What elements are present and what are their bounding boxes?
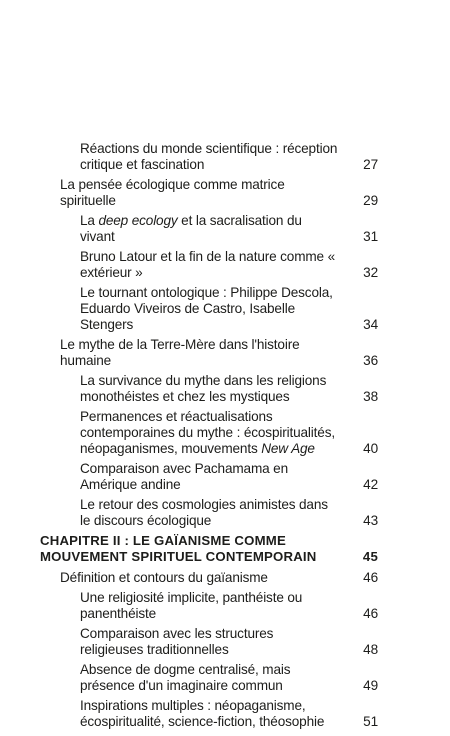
toc-entry-title: Une religiosité implicite, panthéiste ou panenthéiste <box>80 590 303 621</box>
toc-entry-page: 42 <box>363 477 378 492</box>
toc-entry-title: Le retour des cosmologies animistes dans le discours écologique <box>80 497 328 528</box>
toc-entry-page: 49 <box>363 678 378 693</box>
toc-entry[interactable] <box>80 141 378 173</box>
toc-entry-title: Permanences et réactualisations contemporaines du mythe : écospiritualités, néopaganismes, mouvements New Age <box>80 409 335 456</box>
toc-entry[interactable] <box>80 249 378 281</box>
toc-entry-page: 36 <box>363 353 378 368</box>
table-of-contents <box>40 141 378 734</box>
toc-entry-title: Définition et contours du gaïanisme <box>60 570 268 585</box>
toc-entry[interactable] <box>80 461 378 493</box>
toc-entry-page: 27 <box>363 157 378 172</box>
toc-entry[interactable] <box>80 497 378 529</box>
toc-entry-page: 48 <box>363 642 378 657</box>
toc-entry[interactable] <box>80 698 378 730</box>
toc-entry-page: 43 <box>363 513 378 528</box>
toc-entry[interactable] <box>80 285 378 333</box>
toc-entry-page: 46 <box>363 570 378 585</box>
toc-entry[interactable] <box>80 213 378 245</box>
toc-entry-page: 31 <box>363 229 378 244</box>
toc-entry[interactable] <box>80 373 378 405</box>
toc-entry[interactable] <box>80 590 378 622</box>
toc-entry-title: Bruno Latour et la fin de la nature comme « extérieur » <box>80 249 336 280</box>
toc-entry-page: 34 <box>363 317 378 332</box>
toc-entry-italic: New Age <box>261 441 315 456</box>
toc-entry[interactable] <box>80 662 378 694</box>
toc-chapter-heading[interactable] <box>40 533 378 565</box>
toc-entry-title: Inspirations multiples : néopaganisme, écospiritualité, science-fiction, théosophie <box>80 698 325 729</box>
toc-entry-title: Le tournant ontologique : Philippe Descola, Eduardo Viveiros de Castro, Isabelle Stengers <box>80 285 333 332</box>
toc-entry-page: 29 <box>363 193 378 208</box>
toc-entry-page: 51 <box>363 714 378 729</box>
toc-entry-title: La pensée écologique comme matrice spirituelle <box>60 177 285 208</box>
toc-entry-title: Comparaison avec les structures religieuses traditionnelles <box>80 626 274 657</box>
toc-entry-title: Comparaison avec Pachamama en Amérique andine <box>80 461 288 492</box>
chapter-title: CHAPITRE II : LE GAÏANISME COMME MOUVEMENT SPIRITUEL CONTEMPORAIN <box>40 533 317 564</box>
toc-entry[interactable] <box>60 177 378 209</box>
toc-entry[interactable] <box>80 409 378 457</box>
toc-entry[interactable] <box>80 626 378 658</box>
toc-entry-title: Absence de dogme centralisé, mais présence d'un imaginaire commun <box>80 662 291 693</box>
toc-entry[interactable] <box>60 570 378 586</box>
toc-entry[interactable] <box>60 337 378 369</box>
toc-entry-title: La survivance du mythe dans les religions monothéistes et chez les mystiques <box>80 373 327 404</box>
toc-entry-page: 38 <box>363 389 378 404</box>
toc-entry-page: 40 <box>363 441 378 456</box>
toc-entry-title: Réactions du monde scientifique : réception critique et fascination <box>80 141 338 172</box>
toc-entry-title: Le mythe de la Terre-Mère dans l'histoire humaine <box>60 337 300 368</box>
toc-entry-italic: deep ecology <box>98 213 178 228</box>
toc-entry-page: 46 <box>363 606 378 621</box>
toc-entry-page: 32 <box>363 265 378 280</box>
toc-entry-title: La deep ecology et la sacralisation du vivant <box>80 213 302 244</box>
chapter-page: 45 <box>362 549 378 564</box>
